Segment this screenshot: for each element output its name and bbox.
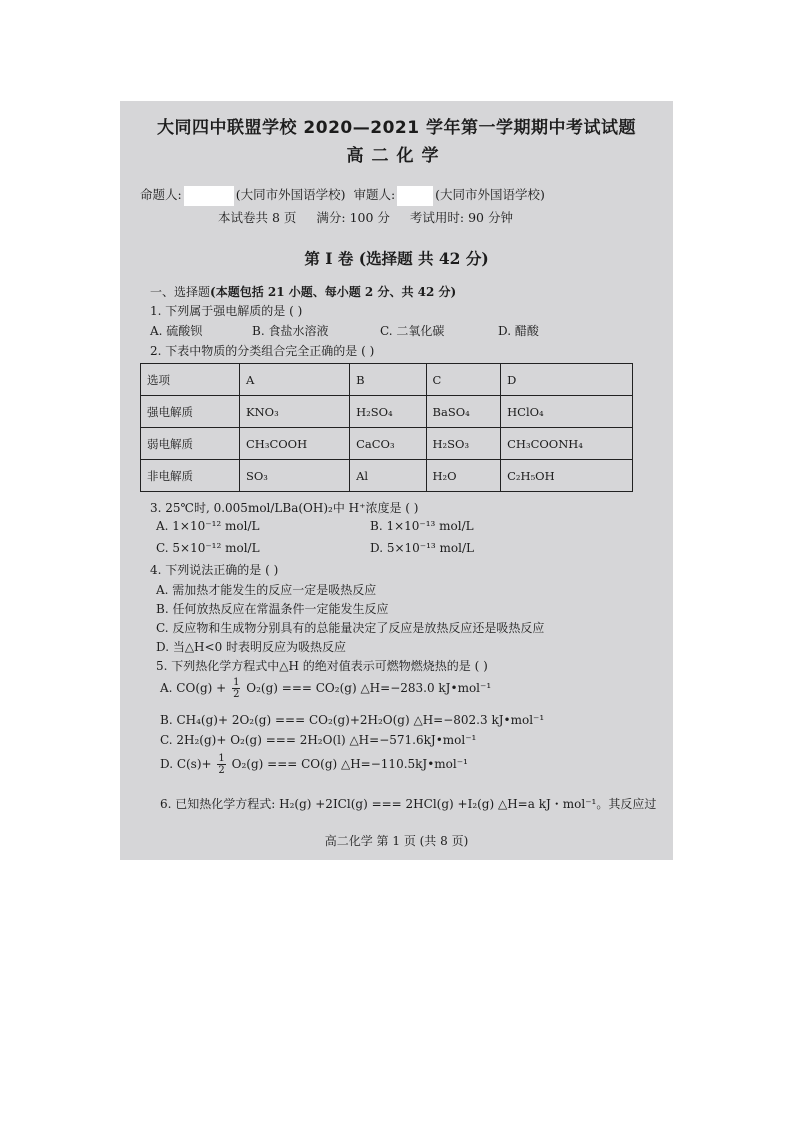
q3-option-a: A. 1×10⁻¹² mol/L — [156, 519, 260, 533]
table-cell: 强电解质 — [141, 396, 240, 428]
exam-title: 大同四中联盟学校 2020—2021 学年第一学期期中考试试题 — [157, 118, 636, 138]
redacted-name-box — [184, 186, 234, 206]
exam-subject: 高二化学 — [346, 146, 447, 166]
table-cell: H₂SO₄ — [350, 396, 426, 428]
question-2-stem: 2. 下表中物质的分类组合完全正确的是 ( ) — [150, 344, 375, 358]
author-line — [140, 185, 545, 206]
q5-option-a-prefix: A. CO(g) + — [160, 681, 227, 695]
table-row — [141, 428, 633, 460]
proposer-school: (大同市外国语学校) — [235, 187, 346, 202]
fraction-half — [232, 677, 240, 700]
exam-sheet — [120, 101, 673, 860]
q1-option-a: A. 硫酸钡 — [150, 324, 203, 338]
q4-option-d: D. 当△H<0 时表明反应为吸热反应 — [156, 640, 347, 654]
q3-option-b: B. 1×10⁻¹³ mol/L — [370, 519, 474, 533]
table-cell: C — [426, 364, 501, 396]
q4-option-b: B. 任何放热反应在常温条件一定能发生反应 — [156, 602, 389, 616]
question-6-stem: 6. 已知热化学方程式: H₂(g) +2ICl(g) === 2HCl(g) +I₂(g) △H=a kJ・mol⁻¹。其反应过 — [160, 797, 657, 811]
fraction-numerator: 1 — [218, 753, 225, 764]
question-3-stem: 3. 25℃时, 0.005mol/LBa(OH)₂中 H⁺浓度是 ( ) — [150, 501, 419, 515]
table-cell: CH₃COONH₄ — [501, 428, 633, 460]
q5-option-d — [160, 753, 468, 776]
full-score: 满分: 100 分 — [316, 210, 390, 225]
q1-option-d: D. 醋酸 — [498, 324, 539, 338]
table-cell: A — [240, 364, 350, 396]
proposer-label: 命题人: — [140, 187, 182, 202]
table-row — [141, 396, 633, 428]
exam-time: 考试用时: 90 分钟 — [409, 210, 513, 225]
question-1-stem: 1. 下列属于强电解质的是 ( ) — [150, 304, 303, 318]
section-heading — [150, 283, 456, 300]
table-cell: C₂H₅OH — [501, 460, 633, 492]
table-cell: 弱电解质 — [141, 428, 240, 460]
fraction-denominator: 2 — [233, 689, 240, 700]
redacted-name-box — [397, 186, 433, 206]
classification-table — [140, 363, 633, 492]
table-header-row — [141, 364, 633, 396]
q4-option-a: A. 需加热才能发生的反应一定是吸热反应 — [156, 583, 377, 597]
q1-option-b: B. 食盐水溶液 — [252, 324, 329, 338]
page-count: 本试卷共 8 页 — [218, 210, 297, 225]
table-row — [141, 460, 633, 492]
q5-option-d-equation: O₂(g) === CO(g) △H=−110.5kJ•mol⁻¹ — [231, 757, 468, 771]
section-heading-text: 一、选择题 — [150, 285, 211, 299]
table-cell: H₂O — [426, 460, 501, 492]
question-4-stem: 4. 下列说法正确的是 ( ) — [150, 563, 279, 577]
question-5-stem: 5. 下列热化学方程式中△H 的绝对值表示可燃物燃烧热的是 ( ) — [156, 659, 488, 673]
page-footer: 高二化学 第 1 页 (共 8 页) — [324, 834, 469, 848]
table-cell: KNO₃ — [240, 396, 350, 428]
exam-info-line — [218, 208, 529, 226]
fraction-half — [217, 753, 225, 776]
table-cell: HClO₄ — [501, 396, 633, 428]
reviewer-school: (大同市外国语学校) — [435, 187, 545, 202]
q5-option-c: C. 2H₂(g)+ O₂(g) === 2H₂O(l) △H=−571.6kJ•mol⁻¹ — [160, 733, 477, 747]
q4-option-c: C. 反应物和生成物分别具有的总能量决定了反应是放热反应还是吸热反应 — [156, 621, 545, 635]
q5-option-b: B. CH₄(g)+ 2O₂(g) === CO₂(g)+2H₂O(g) △H=−802.3 kJ•mol⁻¹ — [160, 713, 545, 727]
q5-option-a-equation: O₂(g) === CO₂(g) △H=−283.0 kJ•mol⁻¹ — [246, 681, 492, 695]
q5-option-d-prefix: D. C(s)+ — [160, 757, 212, 771]
reviewer-label: 审题人: — [353, 187, 396, 202]
table-cell: D — [501, 364, 633, 396]
table-cell: B — [350, 364, 426, 396]
table-cell: 选项 — [141, 364, 240, 396]
table-cell: 非电解质 — [141, 460, 240, 492]
fraction-denominator: 2 — [218, 765, 225, 776]
q1-option-c: C. 二氧化碳 — [380, 324, 445, 338]
q3-option-d: D. 5×10⁻¹³ mol/L — [370, 541, 475, 555]
fraction-numerator: 1 — [233, 677, 240, 688]
table-cell: SO₃ — [240, 460, 350, 492]
q5-option-a — [160, 677, 491, 700]
table-cell: H₂SO₃ — [426, 428, 501, 460]
table-cell: BaSO₄ — [426, 396, 501, 428]
part-title: 第 I 卷 (选择题 共 42 分) — [304, 249, 489, 268]
q3-option-c: C. 5×10⁻¹² mol/L — [156, 541, 260, 555]
table-cell: CaCO₃ — [350, 428, 426, 460]
section-note: (本题包括 21 小题、每小题 2 分、共 42 分) — [210, 285, 457, 299]
table-cell: CH₃COOH — [240, 428, 350, 460]
table-cell: Al — [350, 460, 426, 492]
